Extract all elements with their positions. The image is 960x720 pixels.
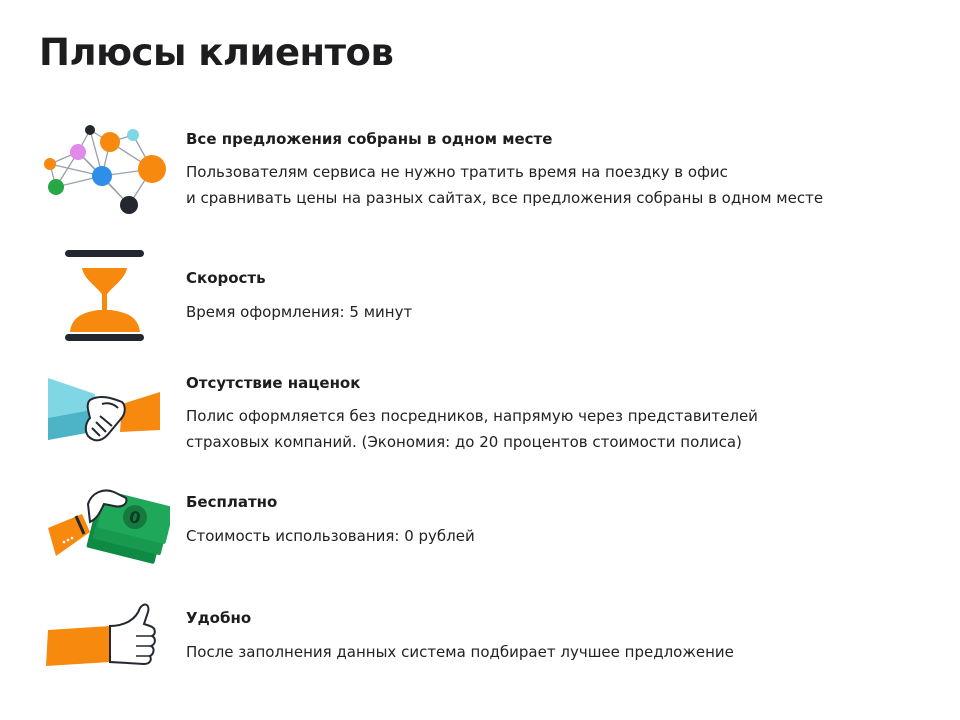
feature-description-line: Время оформления: 5 минут (186, 303, 413, 321)
feature-description (186, 299, 412, 325)
network-icon (40, 118, 170, 218)
svg-text:0: 0 (127, 506, 143, 529)
feature-title: Удобно (186, 609, 252, 627)
feature-description-line: Полис оформляется без посредников, напрямую через представителей (186, 407, 758, 425)
feature-title: Все предложения собраны в одном месте (186, 130, 553, 148)
feature-description-line: После заполнения данных система подбирает лучшее предложение (186, 643, 734, 661)
thumbs-up-icon (40, 598, 170, 698)
feature-title: Отсутствие наценок (186, 374, 361, 392)
feature-description-line: страховых компаний. (Экономия: до 20 процентов стоимости полиса) (186, 433, 742, 451)
feature-description (186, 159, 823, 211)
money-hand-icon (40, 478, 170, 578)
feature-description (186, 639, 734, 665)
feature-description (186, 523, 475, 549)
handshake-icon (40, 370, 170, 470)
page-title: Плюсы клиентов (39, 31, 394, 74)
feature-description-line: Пользователям сервиса не нужно тратить время на поездку в офис (186, 163, 728, 181)
feature-description-line: Стоимость использования: 0 рублей (186, 527, 475, 545)
feature-title: Бесплатно (186, 493, 278, 511)
feature-description (186, 403, 758, 455)
feature-title: Скорость (186, 269, 266, 287)
hourglass-icon (40, 244, 170, 344)
feature-description-line: и сравнивать цены на разных сайтах, все предложения собраны в одном месте (186, 189, 824, 207)
